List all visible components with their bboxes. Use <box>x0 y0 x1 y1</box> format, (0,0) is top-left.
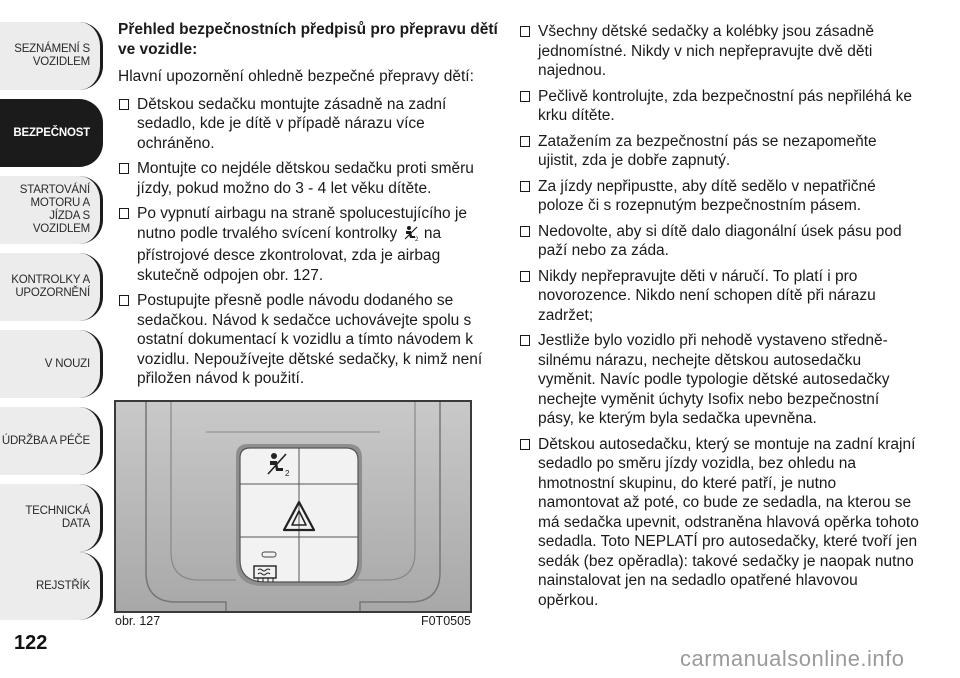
tab-label: BEZPEČNOST <box>13 126 90 139</box>
list-item <box>519 22 919 81</box>
tab-bezpecnost[interactable] <box>0 99 103 167</box>
list-item <box>519 132 919 171</box>
figure-code: F0T0505 <box>420 614 471 628</box>
tab-label: ÚDRŽBA A PÉČE <box>1 434 90 447</box>
tab-rejstrik[interactable] <box>0 552 103 620</box>
bullet-text-before: Po vypnutí airbagu na straně spolucestujícího je nutno podle trvalého svícení kontrolky <box>137 205 468 242</box>
bullet-text: Dětskou sedačku montujte zásadně na zadní sedadlo, kde je dítě v případě nárazu více ochráněno. <box>137 95 447 152</box>
figure-label: obr. 127 <box>115 614 161 628</box>
bullet-text: Dětskou autosedačku, který se montuje na zadní krajní sedadlo po směru jízdy vozidla, bez ohledu na hmotnostní skupinu, do které patří, je nutno namontovat až poté, co bude ze sedadla, na kterou se má sedačka upevnit, odstraněna hlavová opěrka tohoto sedadla. Toto NEPLATÍ pro autosedačky, které tvoří jen sedák (bez opěradla): takové sedačky je naopak nutno nainstalovat jen na sedadlo opatřené hlavovou opěrkou. <box>538 435 919 609</box>
tab-label: SEZNÁMENÍ S VOZIDLEM <box>14 43 90 68</box>
tab-seznameni-s-vozidlem[interactable] <box>0 22 103 90</box>
bullet-text: Za jízdy nepřipustte, aby dítě sedělo v nepatřičné poloze či s rozepnutým bezpečnostním pásem. <box>538 177 876 214</box>
button-cluster <box>236 444 362 586</box>
bullet-text: Nikdy nepřepravujte děti v náručí. To platí i pro novorozence. Nikdo není schopen dítě při nárazu zadržet; <box>538 267 876 324</box>
list-item <box>519 87 919 126</box>
checkbox-bullet-icon <box>119 295 129 306</box>
checkbox-bullet-icon <box>520 335 530 346</box>
tab-label: STARTOVÁNÍ MOTORU A JÍZDA S VOZIDLEM <box>19 184 90 235</box>
checkbox-bullet-icon <box>520 91 530 102</box>
tab-v-nouzi[interactable] <box>0 330 103 398</box>
checkbox-bullet-icon <box>520 226 530 237</box>
bullet-text: Nedovolte, aby si dítě dalo diagonální úsek pásu pod paží nebo za záda. <box>538 222 902 259</box>
checkbox-bullet-icon <box>520 271 530 282</box>
checkbox-bullet-icon <box>119 163 129 174</box>
tab-label: V NOUZI <box>44 357 90 370</box>
checkbox-bullet-icon <box>119 208 129 219</box>
intro-text: Hlavní upozornění ohledně bezpečné přepravy dětí: <box>118 68 474 85</box>
page-number: 122 <box>14 632 48 654</box>
bullet-text: Postupujte přesně podle návodu dodaného se sedačkou. Návod k sedačce uchovávejte spolu s ostatní dokumentací k vozidlu a tímto návodem k vozidlu. Nepoužívejte dětské sedačky, k nimž není přiložen návod k použití. <box>137 292 483 387</box>
right-text-column <box>519 22 919 616</box>
bullet-text-after: na přístrojové desce zkontrolovat, zda je airbag skutečně odpojen obr. 127. <box>137 224 442 284</box>
list-item <box>519 177 919 216</box>
tab-startovani-motoru[interactable] <box>0 176 103 244</box>
checkbox-bullet-icon <box>520 439 530 450</box>
chapter-sidebar <box>0 0 104 620</box>
list-item <box>519 435 919 611</box>
checkbox-bullet-icon <box>119 99 129 110</box>
tab-label: TECHNICKÁ DATA <box>25 505 90 530</box>
tab-label: KONTROLKY A UPOZORNĚNÍ <box>11 274 90 299</box>
right-bullet-list <box>519 22 919 610</box>
left-bullet-list <box>118 95 498 389</box>
tab-label: REJSTŘÍK <box>36 579 90 592</box>
svg-text:2: 2 <box>414 236 418 241</box>
list-item <box>519 222 919 261</box>
list-item <box>118 159 498 198</box>
bullet-text: Pečlivě kontrolujte, zda bezpečnostní pás nepřiléhá ke krku dítěte. <box>538 87 912 124</box>
list-item <box>118 291 498 389</box>
bullet-text: Zatažením za bezpečnostní pás se nezapomeňte ujistit, zda je dobře zapnutý. <box>538 132 877 169</box>
list-item <box>519 331 919 429</box>
bullet-text: Montujte co nejdéle dětskou sedačku proti směru jízdy, pokud možno do 3 - 4 let věku dítěte. <box>137 160 474 197</box>
list-item <box>519 267 919 326</box>
figure-dashboard-buttons <box>114 400 472 613</box>
left-text-column <box>118 20 498 395</box>
watermark: carmanualsonline.info <box>680 646 905 671</box>
tab-kontrolky-a-upozorneni[interactable] <box>0 253 103 321</box>
dashboard-illustration <box>116 402 470 611</box>
checkbox-bullet-icon <box>520 136 530 147</box>
checkbox-bullet-icon <box>520 26 530 37</box>
list-item <box>118 95 498 154</box>
checkbox-bullet-icon <box>520 181 530 192</box>
section-heading: Přehled bezpečnostních předpisů pro přepravu dětí ve vozidle: <box>118 21 498 58</box>
list-item <box>118 204 498 285</box>
svg-text:2: 2 <box>285 469 290 478</box>
bullet-text: Všechny dětské sedačky a kolébky jsou zásadně jednomístné. Nikdy v nich nepřepravujte dvě děti najednou. <box>538 23 875 79</box>
bullet-text: Jestliže bylo vozidlo při nehodě vystaveno středně-silnému nárazu, nechejte dětskou autosedačku vyměnit. Navíc podle typologie dětské autosedačky nechejte vyměnit úchyty Isofix nebo bezpečnostní pásy, ke kterým byla sedačka upevněna. <box>538 332 890 427</box>
tab-udrzba-a-pece[interactable] <box>0 407 103 475</box>
passenger-airbag-off-icon <box>403 225 419 247</box>
tab-technicka-data[interactable] <box>0 484 103 552</box>
